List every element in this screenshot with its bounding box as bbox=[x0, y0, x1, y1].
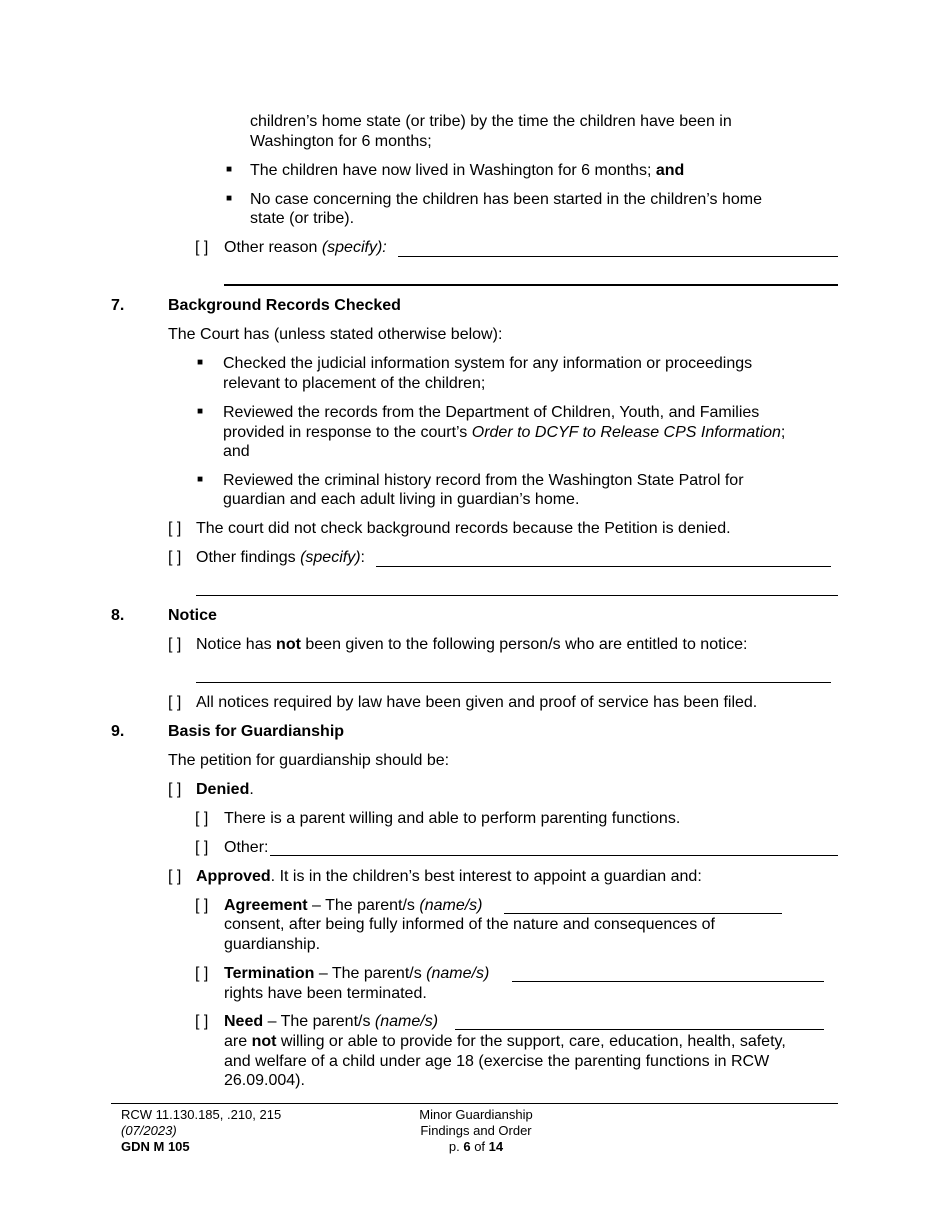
s9-need-checkbox[interactable]: [ ] bbox=[195, 1013, 209, 1030]
s7-number: 7. bbox=[111, 297, 125, 314]
s9-need-name-field[interactable] bbox=[455, 1029, 824, 1030]
s9-parent-willing-checkbox[interactable]: [ ] bbox=[195, 810, 209, 827]
footer-rcw: RCW 11.130.185, .210, 215 bbox=[121, 1107, 282, 1122]
s8-number: 8. bbox=[111, 607, 125, 624]
s9-agreement-line3: guardianship. bbox=[224, 936, 321, 953]
footer-date: (07/2023) bbox=[121, 1123, 177, 1138]
s7-bullet-wsp-line2: guardian and each adult living in guardian’s home. bbox=[223, 491, 580, 508]
s6-bullet-no-case-line1: No case concerning the children has been started in the children’s home bbox=[250, 191, 763, 208]
s9-need-line4: 26.09.004). bbox=[224, 1072, 305, 1089]
s6-bullet-lived-6-months: The children have now lived in Washington for 6 months; and bbox=[250, 162, 685, 179]
s7-intro: The Court has (unless stated otherwise below): bbox=[168, 326, 503, 343]
footer-title-line1: Minor Guardianship bbox=[419, 1107, 533, 1122]
s9-denied-label: Denied. bbox=[196, 781, 254, 798]
s8-not-given-label: Notice has not been given to the following person/s who are entitled to notice: bbox=[196, 636, 748, 653]
s9-agreement-line2: consent, after being fully informed of the nature and consequences of bbox=[224, 916, 715, 933]
footer-form-number: GDN M 105 bbox=[121, 1139, 190, 1154]
s6-other-reason-field-line2[interactable] bbox=[224, 284, 838, 286]
s6-other-reason-label: Other reason (specify): bbox=[224, 239, 387, 256]
s9-agreement-label: Agreement – The parent/s (name/s) bbox=[224, 897, 483, 914]
s9-agreement-checkbox[interactable]: [ ] bbox=[195, 897, 209, 914]
s9-denied-other-field[interactable] bbox=[270, 855, 838, 856]
s8-not-given-checkbox[interactable]: [ ] bbox=[168, 636, 182, 653]
s7-heading: Background Records Checked bbox=[168, 297, 401, 314]
s9-approved-label: Approved. It is in the children’s best interest to appoint a guardian and: bbox=[196, 868, 702, 885]
s7-bullet-jis-line1: Checked the judicial information system for any information or proceedings bbox=[223, 355, 753, 372]
s6-continuation-line1: children’s home state (or tribe) by the time the children have been in bbox=[250, 113, 732, 130]
s9-need-line3: and welfare of a child under age 18 (exercise the parenting functions in RCW bbox=[224, 1053, 770, 1070]
s6-bullet-no-case-line2: state (or tribe). bbox=[250, 210, 355, 227]
s9-number: 9. bbox=[111, 723, 125, 740]
s8-all-given-checkbox[interactable]: [ ] bbox=[168, 694, 182, 711]
s6-other-reason-field[interactable] bbox=[398, 256, 838, 257]
s9-denied-checkbox[interactable]: [ ] bbox=[168, 781, 182, 798]
bullet-icon: ■ bbox=[226, 193, 233, 204]
s9-need-label: Need – The parent/s (name/s) bbox=[224, 1013, 439, 1030]
s9-heading: Basis for Guardianship bbox=[168, 723, 345, 740]
s9-termination-name-field[interactable] bbox=[512, 981, 824, 982]
s9-denied-other-checkbox[interactable]: [ ] bbox=[195, 839, 209, 856]
s9-agreement-name-field[interactable] bbox=[504, 913, 782, 914]
s7-other-findings-field-line2[interactable] bbox=[196, 595, 838, 596]
s7-bullet-dcyf-line3: and bbox=[223, 443, 250, 460]
s9-approved-checkbox[interactable]: [ ] bbox=[168, 868, 182, 885]
s7-bullet-wsp-line1: Reviewed the criminal history record from the Washington State Patrol for bbox=[223, 472, 744, 489]
bullet-icon: ■ bbox=[197, 474, 204, 485]
s7-other-findings-checkbox[interactable]: [ ] bbox=[168, 549, 182, 566]
bullet-icon: ■ bbox=[197, 357, 204, 368]
s6-other-reason-checkbox[interactable]: [ ] bbox=[195, 239, 209, 256]
footer-page-number: p. 6 of 14 bbox=[448, 1139, 504, 1154]
s7-other-findings-label: Other findings (specify): bbox=[196, 549, 365, 566]
s9-termination-line2: rights have been terminated. bbox=[224, 985, 427, 1002]
s8-not-given-field[interactable] bbox=[196, 682, 831, 683]
s9-termination-label: Termination – The parent/s (name/s) bbox=[224, 965, 490, 982]
s7-other-findings-field[interactable] bbox=[376, 566, 831, 567]
footer-title-line2: Findings and Order bbox=[420, 1123, 532, 1138]
bullet-icon: ■ bbox=[197, 406, 204, 417]
s8-heading: Notice bbox=[168, 607, 217, 624]
footer-divider bbox=[111, 1103, 838, 1104]
s9-need-line2: are not willing or able to provide for the support, care, education, health, safety, bbox=[224, 1033, 786, 1050]
s7-not-checked-checkbox[interactable]: [ ] bbox=[168, 520, 182, 537]
s7-bullet-jis-line2: relevant to placement of the children; bbox=[223, 375, 486, 392]
s8-all-given-label: All notices required by law have been given and proof of service has been filed. bbox=[196, 694, 758, 711]
s7-bullet-dcyf-line1: Reviewed the records from the Department of Children, Youth, and Families bbox=[223, 404, 760, 421]
s9-termination-checkbox[interactable]: [ ] bbox=[195, 965, 209, 982]
s9-intro: The petition for guardianship should be: bbox=[168, 752, 450, 769]
s9-parent-willing-label: There is a parent willing and able to perform parenting functions. bbox=[224, 810, 681, 827]
s7-bullet-dcyf-line2: provided in response to the court’s Order to DCYF to Release CPS Information; bbox=[223, 424, 786, 441]
s9-denied-other-label: Other: bbox=[224, 839, 269, 856]
s7-not-checked-label: The court did not check background records because the Petition is denied. bbox=[196, 520, 731, 537]
s6-continuation-line2: Washington for 6 months; bbox=[250, 133, 432, 150]
bullet-icon: ■ bbox=[226, 164, 233, 175]
